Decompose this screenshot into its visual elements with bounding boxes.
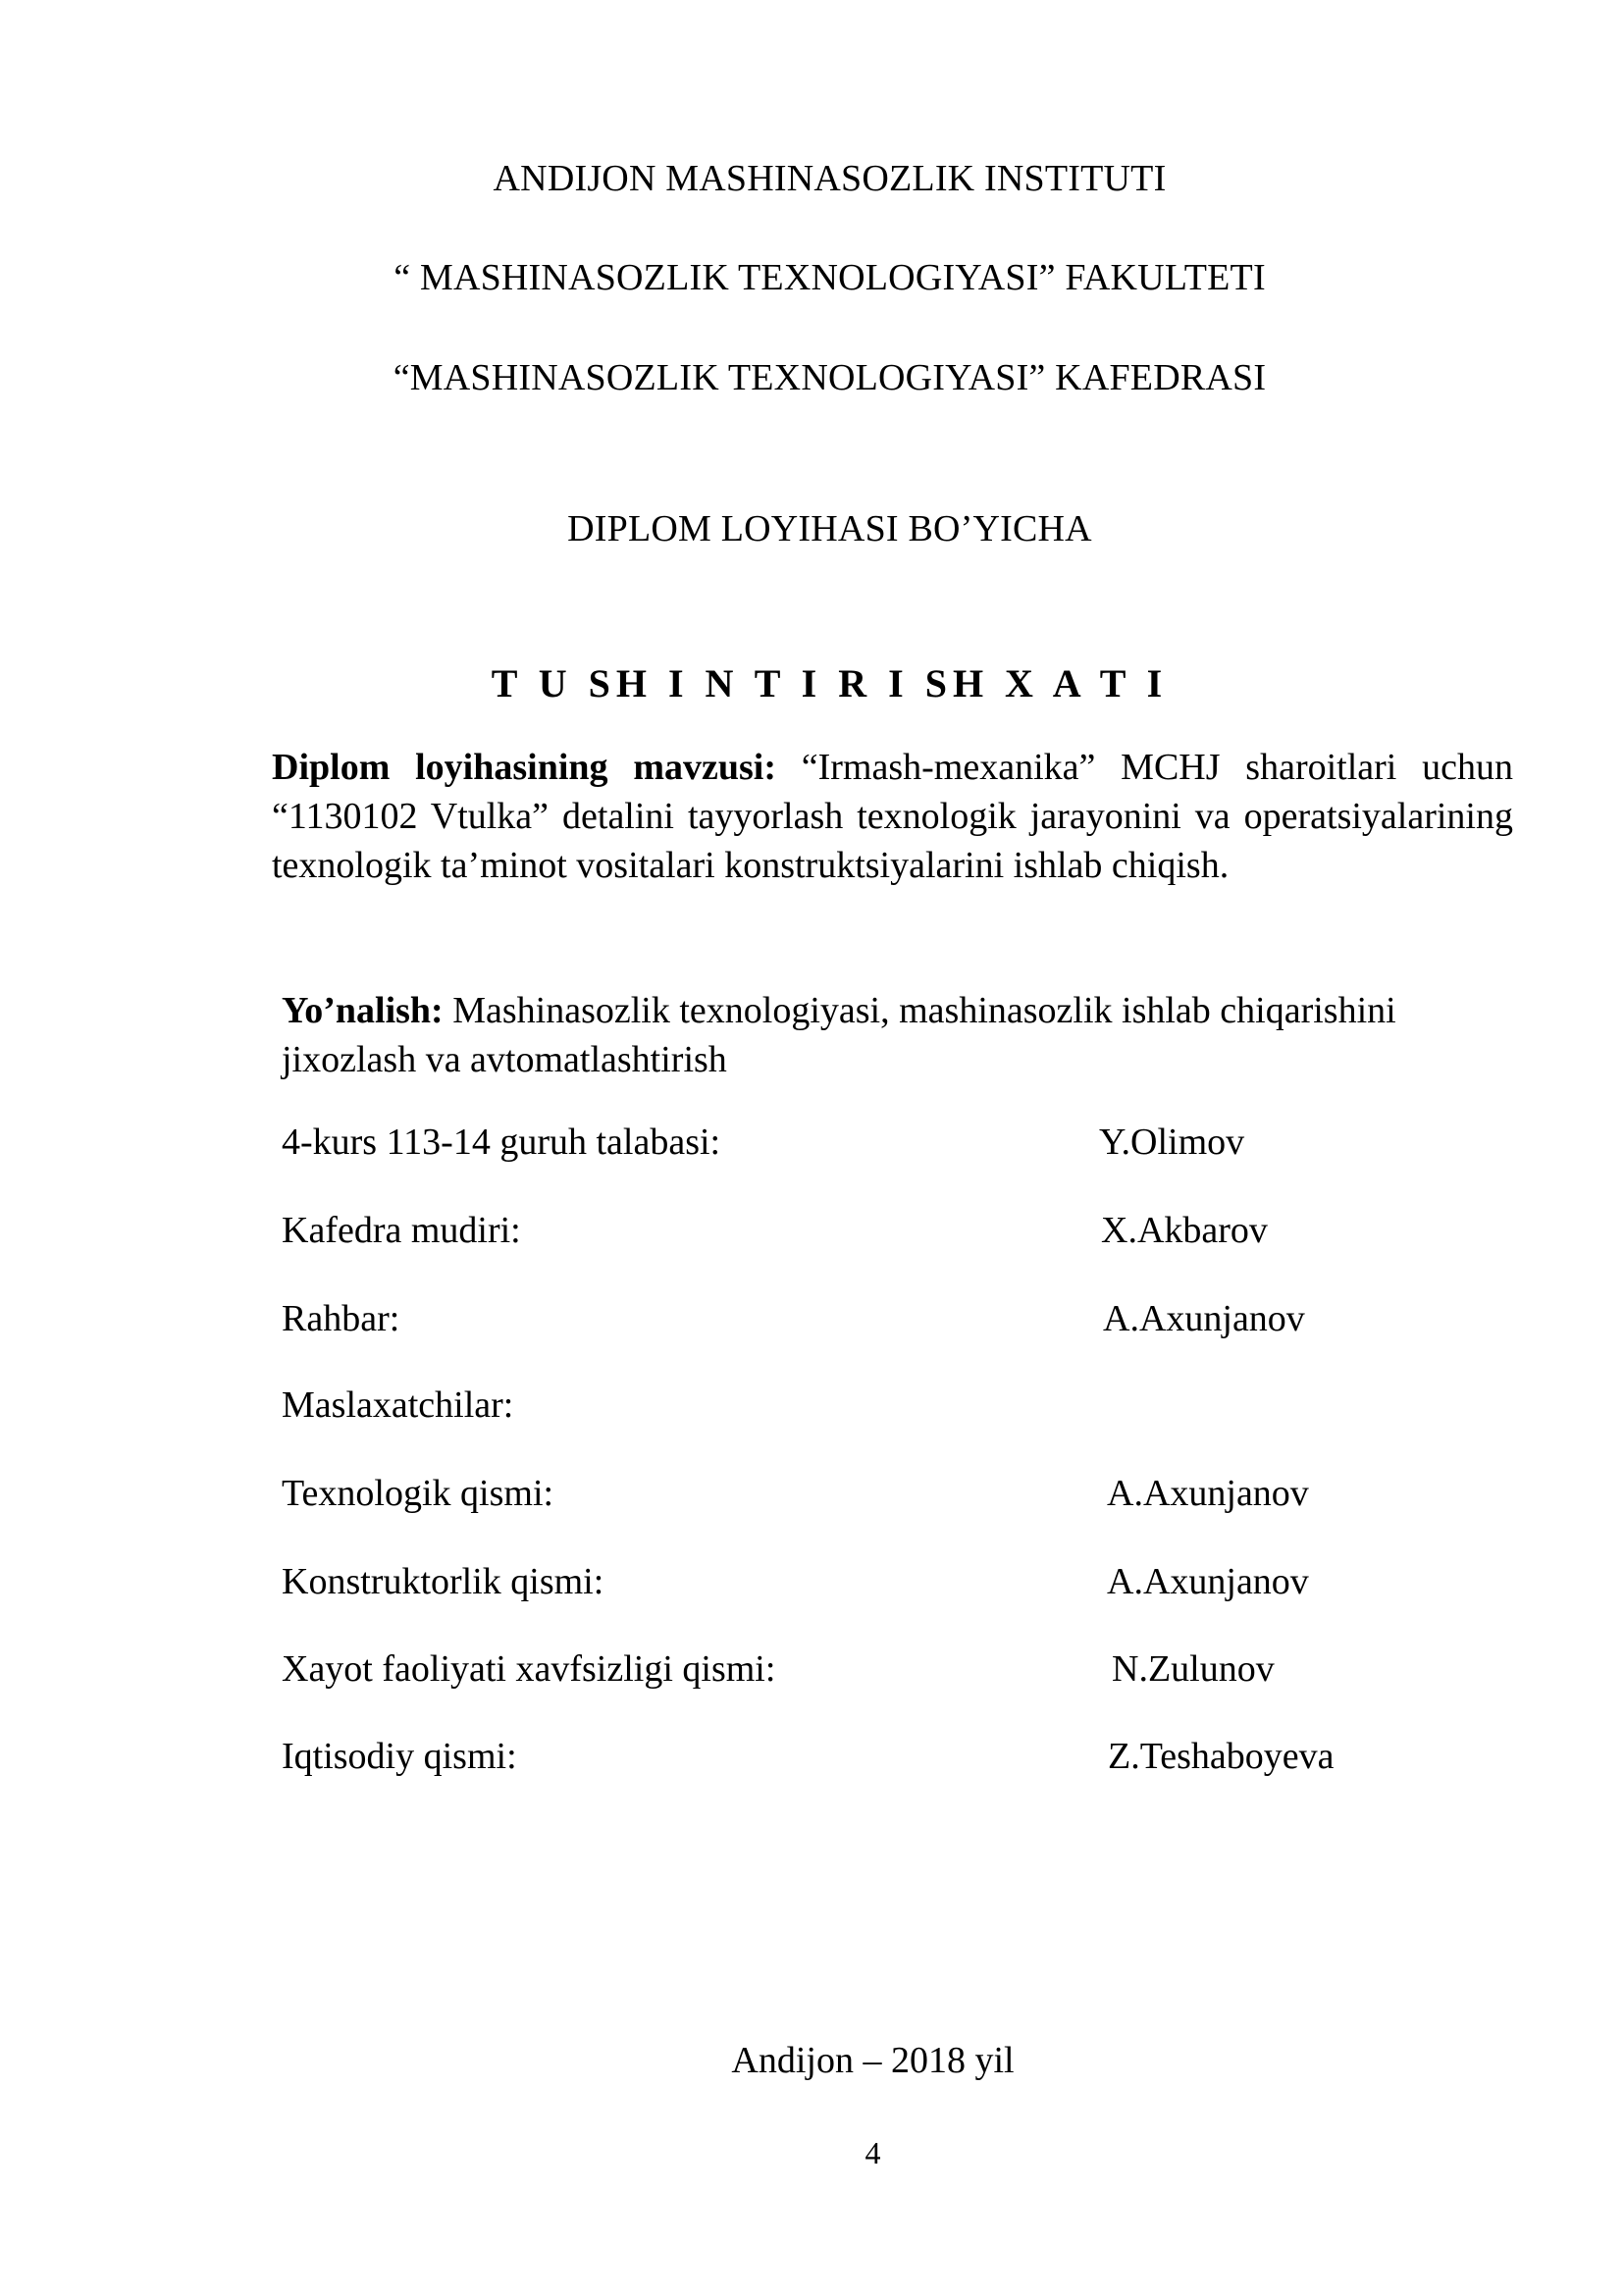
role-label-design: Konstruktorlik qismi: [282,1561,604,1602]
role-label-consultants: Maslaxatchilar: [282,1384,514,1426]
role-label-technology: Texnologik qismi: [282,1473,554,1514]
role-label-head: Kafedra mudiri: [282,1210,521,1251]
role-name-economics: Z.Teshaboyeva [1108,1736,1335,1777]
role-name-head: X.Akbarov [1101,1210,1268,1251]
study-direction [282,986,1459,1084]
page-number: 4 [864,2135,881,2170]
project-theme-text: “Irmash-mexanika” MCHJ sharoitlari uchun “1130102 Vtulka” detalini tayyorlash texnologik jarayonini va operatsiyalarining texnologik ta’minot vositalari konstruktsiyalarini ishlab chiqish. [272,747,1513,886]
role-label-supervisor: Rahbar: [282,1298,400,1339]
institute-name: ANDIJON MASHINASOZLIK INSTITUTI [493,158,1167,199]
document-title: T U SH I N T I R I SH X A T I [491,661,1169,705]
role-label-student: 4-kurs 113-14 guruh talabasi: [282,1122,721,1163]
role-name-technology: A.Axunjanov [1107,1473,1309,1514]
role-name-design: A.Axunjanov [1107,1561,1309,1602]
department-name: “MASHINASOZLIK TEXNOLOGIYASI” KAFEDRASI [393,357,1267,398]
city-year: Andijon – 2018 yil [731,2040,1015,2081]
study-direction-text: Mashinasozlik texnologiyasi, mashinasozlik ishlab chiqarishini jixozlash va avtomatlashtirish [282,990,1396,1080]
faculty-name: “ MASHINASOZLIK TEXNOLOGIYASI” FAKULTETI [393,257,1266,298]
document-subtitle: DIPLOM LOYIHASI BO’YICHA [567,508,1092,549]
project-theme [272,743,1513,890]
role-name-safety: N.Zulunov [1112,1648,1275,1690]
project-theme-label: Diplom loyihasining mavzusi: [272,747,776,788]
role-label-safety: Xayot faoliyati xavfsizligi qismi: [282,1648,776,1690]
study-direction-label: Yo’nalish: [282,990,444,1031]
role-name-student: Y.Olimov [1099,1122,1245,1163]
role-name-supervisor: A.Axunjanov [1103,1298,1305,1339]
role-label-economics: Iqtisodiy qismi: [282,1736,517,1777]
